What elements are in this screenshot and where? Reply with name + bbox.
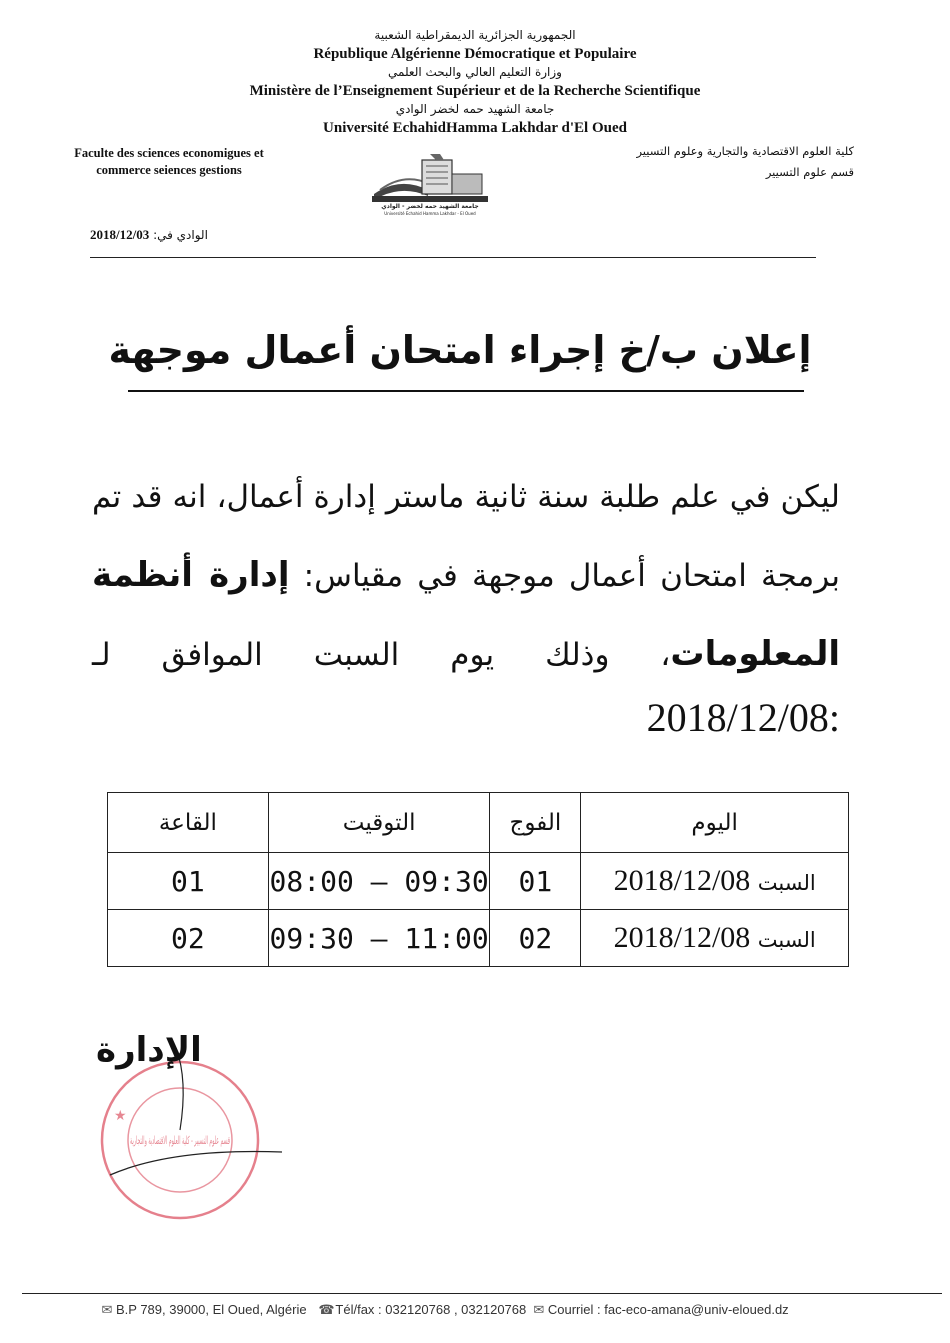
exam-schedule-table — [107, 792, 849, 967]
footer-email: Courriel : fac-eco-amana@univ-eloued.dz — [547, 1302, 789, 1317]
cell-group: 02 — [490, 910, 581, 967]
cell-room: 01 — [108, 853, 269, 910]
ministry-french: Ministère de l’Enseignement Supérieur et de la Recherche Scientifique — [249, 83, 701, 99]
faculty-french-line1: Faculte des sciences economigues et — [74, 146, 264, 160]
cell-time: 09:30 – 11:00 — [268, 910, 490, 967]
university-arabic: جامعة الشهيد حمه لخضر الوادي — [395, 102, 555, 116]
stamp-star-icon: ★ — [114, 1108, 127, 1124]
document-date — [90, 227, 208, 243]
cell-group: 01 — [490, 853, 581, 910]
table-row — [108, 853, 849, 910]
footer-contact — [98, 1302, 789, 1318]
faculty-arabic — [594, 141, 854, 183]
logo-arabic-text: جامعة الشهيد حمه لخضر - الوادي — [381, 203, 479, 210]
announcement-title: إعلان ب/خ إجراء امتحان أعمال موجهة — [108, 328, 812, 372]
cell-day — [581, 910, 849, 967]
day-name: السبت — [757, 928, 816, 952]
republic-arabic: الجمهورية الجزائرية الديمقراطية الشعبية — [374, 28, 576, 42]
title-underline — [128, 390, 804, 392]
date-value: 2018/12/03 — [90, 227, 150, 242]
department-arabic-name: قسم علوم التسيير — [765, 165, 854, 179]
stamp-text: قسم علوم التسيير - كلية العلوم الاقتصادية والتجارية — [130, 1134, 230, 1147]
header-group: الفوج — [490, 793, 581, 853]
header-room: القاعة — [108, 793, 269, 853]
header-day: اليوم — [581, 793, 849, 853]
day-name: السبت — [757, 871, 816, 895]
ministry-arabic: وزارة التعليم العالي والبحث العلمي — [388, 65, 562, 79]
announcement-body — [92, 458, 840, 694]
faculty-french — [44, 145, 294, 179]
faculty-arabic-name: كلية العلوم الاقتصادية والتجارية وعلوم التسيير — [636, 144, 854, 158]
cell-room: 02 — [108, 910, 269, 967]
header-time: التوقيت — [268, 793, 490, 853]
university-french: Université EchahidHamma Lakhdar d'El Oued — [323, 120, 627, 136]
envelope-icon: ✉ — [101, 1302, 113, 1317]
university-logo — [370, 150, 490, 218]
body-intro: ليكن في علم طلبة سنة ثانية ماستر إدارة أعمال، انه قد تم برمجة امتحان أعمال موجهة في مقياس: — [92, 479, 840, 594]
republic-french: République Algérienne Démocratique et Populaire — [313, 46, 637, 62]
logo-french-text: Université Echahid Hamma Lakhdar - El Oued — [384, 211, 476, 216]
faculty-french-line2: commerce seiences gestions — [96, 163, 242, 177]
footer-address: B.P 789, 39000, El Oued, Algérie — [116, 1302, 307, 1317]
phone-icon: ☎ — [318, 1302, 335, 1317]
day-date: 2018/12/08 — [613, 864, 751, 897]
footer-divider — [22, 1293, 942, 1294]
header-divider — [90, 257, 816, 258]
email-icon: ✉ — [533, 1302, 545, 1317]
body-continuation: ، وذلك يوم السبت الموافق لـ — [92, 637, 671, 673]
subject-name: إدارة أنظمة المعلومات — [92, 555, 840, 674]
cell-time: 08:00 – 09:30 — [268, 853, 490, 910]
footer-tel: Tél/fax : 032120768 , 032120768 — [335, 1302, 527, 1317]
table-header-row — [108, 793, 849, 853]
date-label: الوادي في: — [153, 228, 208, 242]
day-date: 2018/12/08 — [613, 921, 751, 954]
exam-date-line: :2018/12/08 — [646, 695, 840, 740]
administration-signature: الإدارة — [96, 1030, 202, 1070]
table-row — [108, 910, 849, 967]
cell-day — [581, 853, 849, 910]
